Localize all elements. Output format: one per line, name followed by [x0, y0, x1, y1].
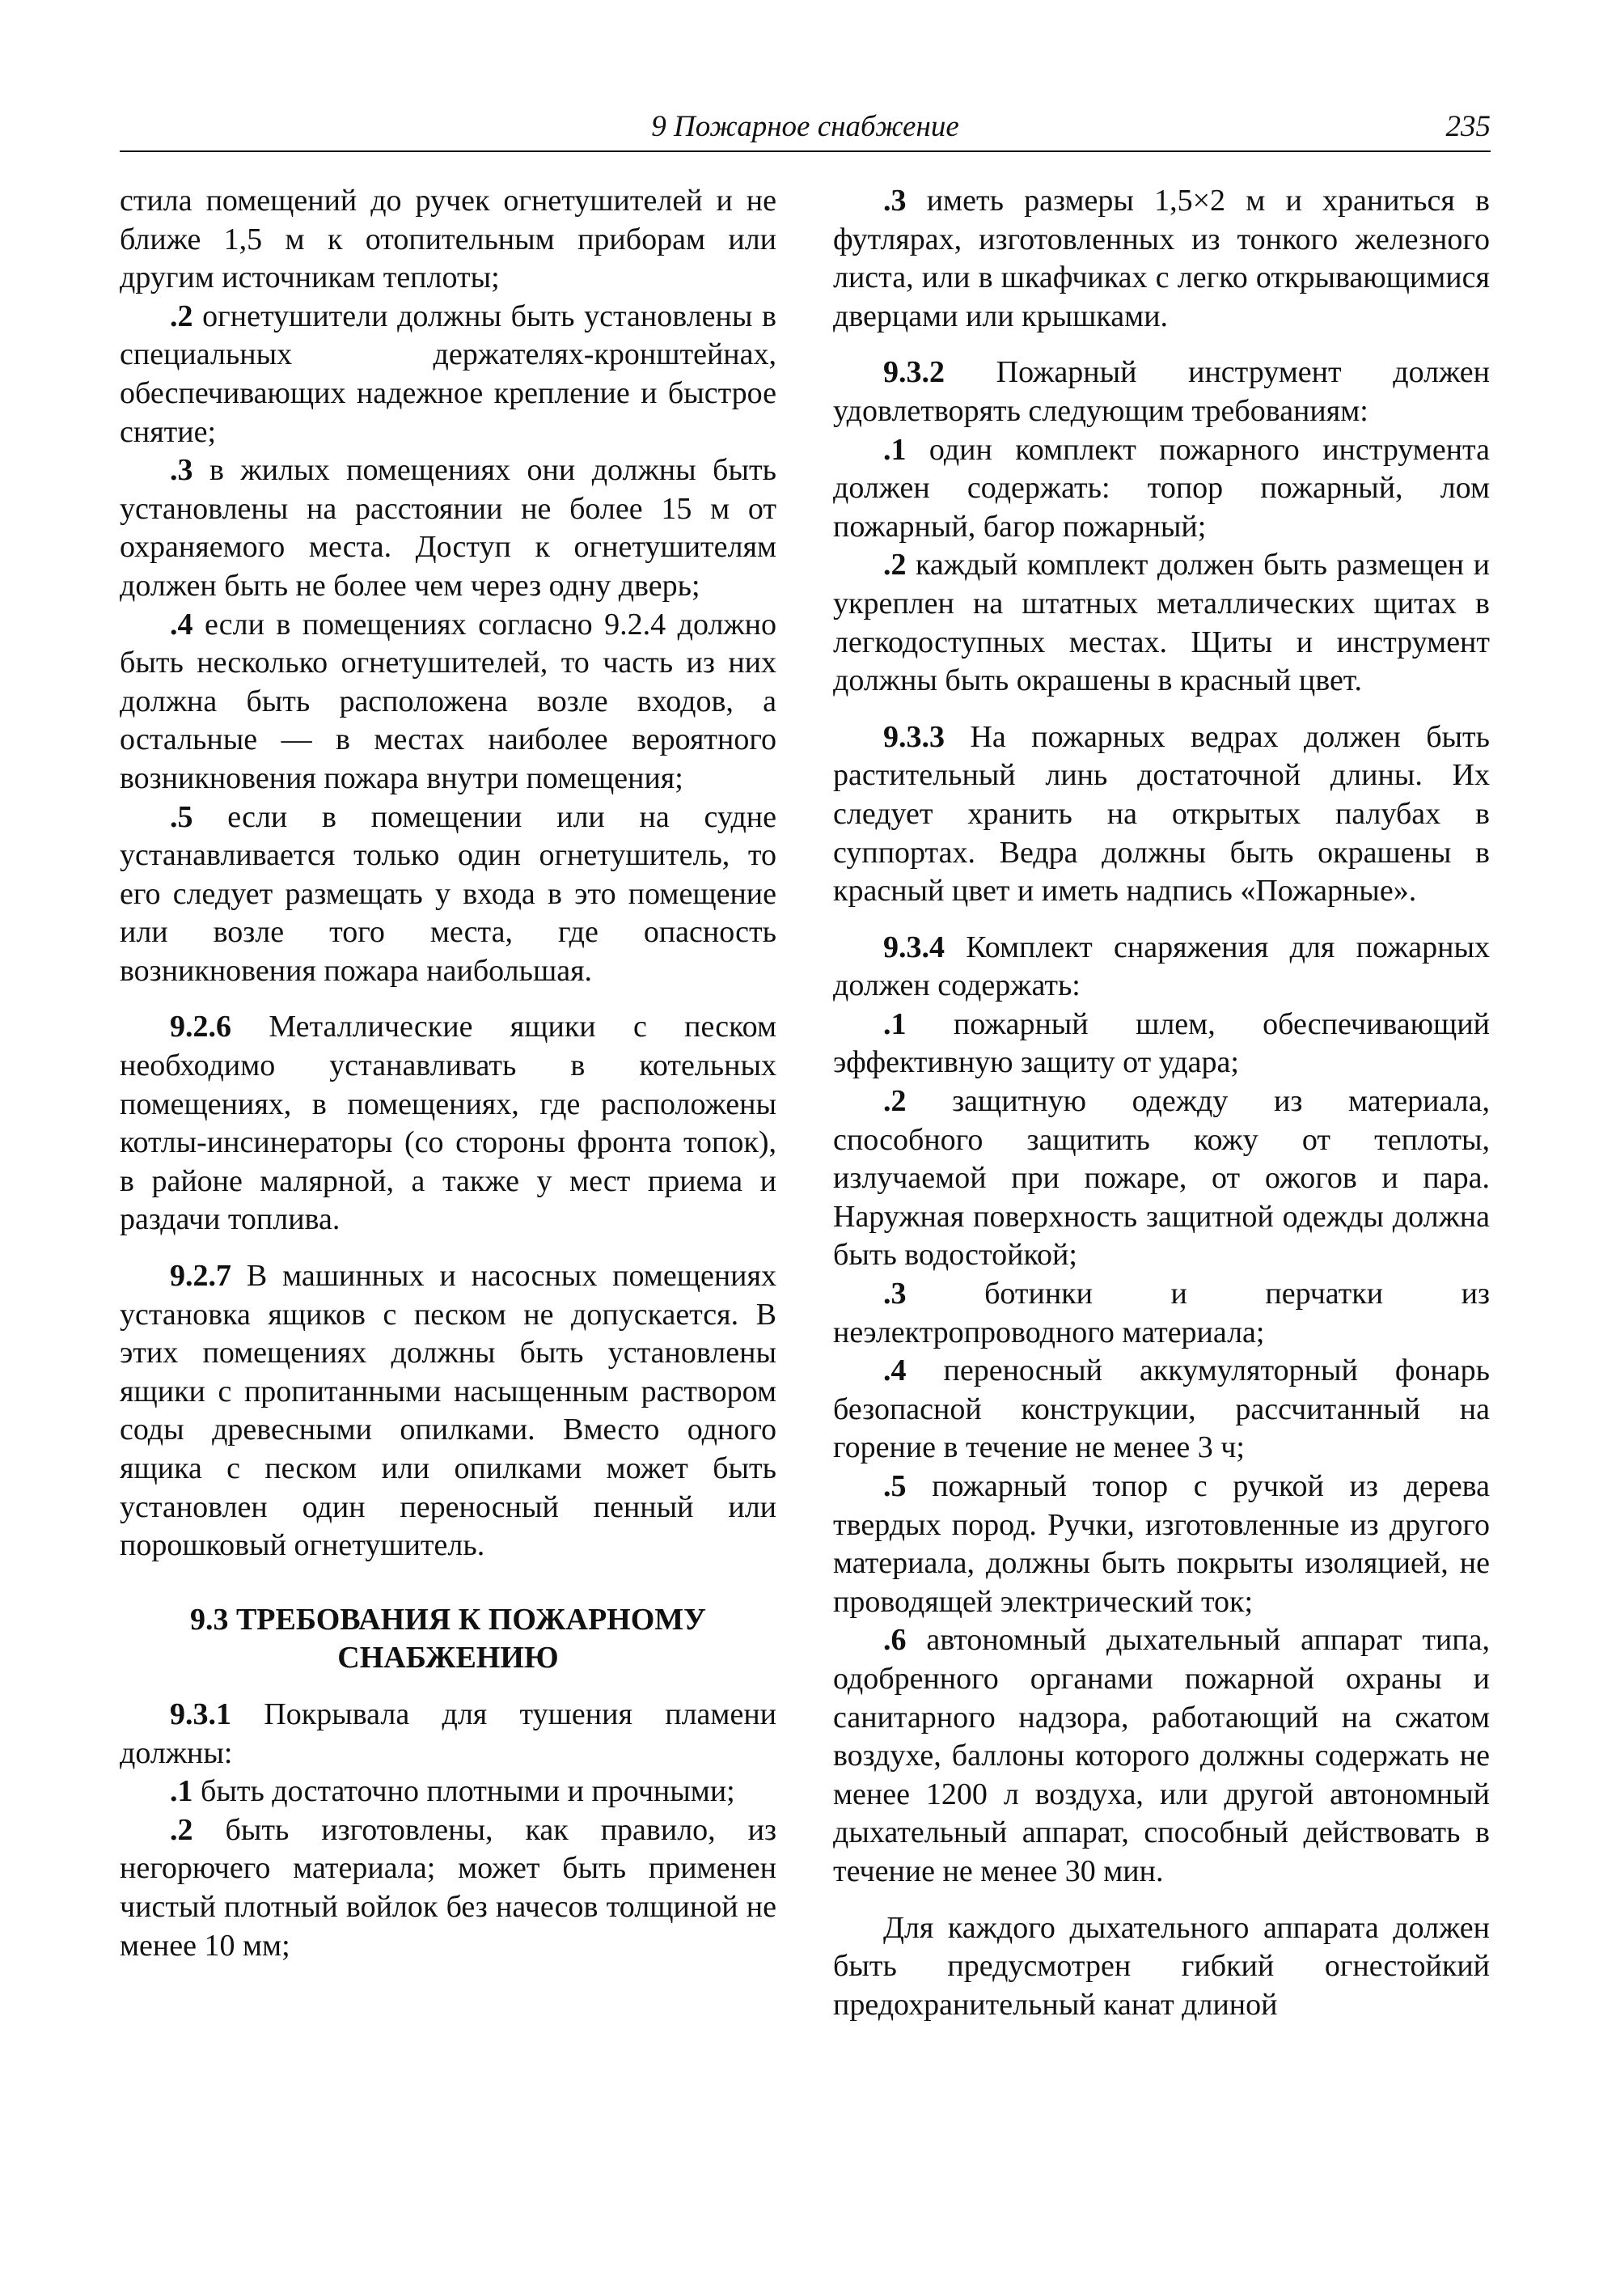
page-number: 235 — [1445, 110, 1491, 143]
clause-text: Комплект снаряжения для пожарных должен содержать: — [833, 930, 1490, 1003]
clause — [120, 1257, 776, 1565]
clause — [833, 718, 1490, 911]
paragraph — [120, 182, 776, 298]
list-item — [833, 1006, 1490, 1082]
item-text: защитную одежду из материала, способного защитить кожу от теплоты, излучаемой при пожаре, от ожогов и пара. Наружная поверхность защитной одежды должна быть водостойкой; — [833, 1084, 1490, 1273]
item-number: .3 — [883, 184, 907, 218]
clause-text: В машинных и насосных помещениях установка ящиков с песком не допускается. В этих помещениях должны быть установлены ящики с пропитанными насыщенным раствором соды древесными опилками. Вместо одного ящика с песком или опилками может быть установлен один переносный пенный или порошковый огнетушитель. — [120, 1259, 776, 1563]
list-item — [833, 1352, 1490, 1468]
item-number: .5 — [170, 799, 193, 834]
paragraph-text: Для каждого дыхательного аппарата должен быть предусмотрен гибкий огнестойкий предохранительный канат длиной — [833, 1910, 1490, 2022]
clause-text: Металлические ящики с песком необходимо устанавливать в котельных помещениях, в помещениях, где расположены котлы-инсинераторы (со стороны фронта топок), в районе малярной, а также у мест приема и раздачи топлива. — [120, 1010, 776, 1237]
item-text: иметь размеры 1,5×2 м и храниться в футлярах, изготовленных из тонкого железного листа, или в шкафчиках с легко открывающимися дверцами или крышками. — [833, 184, 1490, 333]
list-item — [833, 1621, 1490, 1891]
clause — [120, 1696, 776, 1773]
list-item — [833, 1082, 1490, 1275]
item-number: .4 — [170, 607, 193, 642]
item-number: .4 — [883, 1353, 907, 1388]
item-number: .1 — [170, 1774, 193, 1809]
item-number: .3 — [883, 1277, 907, 1311]
item-number: .2 — [170, 1812, 193, 1847]
clause-text: Пожарный инструмент должен удовлетворять следующим требованиям: — [833, 355, 1490, 428]
item-text: один комплект пожарного инструмента должен содержать: топор пожарный, лом пожарный, багор пожарный; — [833, 432, 1490, 544]
clause-text: Покрывала для тушения пламени должны: — [120, 1697, 776, 1770]
running-header — [120, 104, 1491, 152]
item-number: .2 — [883, 548, 907, 582]
item-number: .1 — [883, 432, 907, 467]
list-item — [120, 1773, 776, 1811]
clause — [120, 1008, 776, 1239]
clause-number: 9.3.4 — [883, 930, 945, 964]
clause-number: 9.2.7 — [170, 1259, 231, 1294]
clause-number: 9.3.1 — [170, 1697, 231, 1731]
clause-text: На пожарных ведрах должен быть растительный линь достаточной длины. Их следует хранить на открытых палубах в суппортах. Ведра должны быть окрашены в красный цвет и иметь надпись «Пожарные». — [833, 719, 1490, 909]
item-number: .3 — [170, 453, 193, 488]
list-item — [833, 182, 1490, 336]
clause — [833, 354, 1490, 430]
left-column — [120, 182, 776, 1965]
list-item — [833, 431, 1490, 547]
paragraph — [833, 1909, 1490, 2025]
list-item — [120, 799, 776, 991]
section-heading: 9.3 ТРЕБОВАНИЯ К ПОЖАРНОМУ СНАБЖЕНИЮ — [189, 1602, 707, 1675]
list-item — [120, 451, 776, 605]
item-number: .2 — [170, 299, 193, 333]
item-text: огнетушители должны быть установлены в специальных держателях-кронштейнах, обеспечивающих надежное крепление и быстрое снятие; — [120, 299, 776, 449]
item-text: если в помещениях согласно 9.2.4 должно быть несколько огнетушителей, то часть из них должна быть расположена возле входов, а остальные — в местах наиболее вероятного возникновения пожара внутри помещения; — [120, 607, 776, 795]
clause-number: 9.3.2 — [883, 355, 945, 390]
item-text: пожарный шлем, обеспечивающий эффективную защиту от удара; — [833, 1006, 1490, 1080]
item-text: в жилых помещениях они должны быть установлены на расстоянии не более 15 м от охраняемого места. Доступ к огнетушителям должен быть не более чем через одну дверь; — [120, 453, 776, 603]
list-item — [120, 298, 776, 451]
clause-number: 9.3.3 — [883, 719, 945, 754]
item-text: ботинки и перчатки из неэлектропроводного материала; — [833, 1277, 1490, 1349]
list-item — [833, 1275, 1490, 1352]
list-item — [120, 1811, 776, 1965]
paragraph-text: стила помещений до ручек огнетушителей и не ближе 1,5 м к отопительным приборам или другим источникам теплоты; — [120, 184, 776, 295]
item-text: каждый комплект должен быть размещен и укреплен на штатных металлических щитах в легкодоступных местах. Щиты и инструмент должны быть окрашены в красный цвет. — [833, 548, 1490, 698]
right-column — [833, 182, 1490, 2024]
item-number: .6 — [883, 1623, 907, 1658]
clause — [833, 929, 1490, 1006]
item-text: переносный аккумуляторный фонарь безопасной конструкции, рассчитанный на горение в течение не менее 3 ч; — [833, 1353, 1490, 1465]
item-text: быть достаточно плотными и прочными; — [192, 1774, 735, 1809]
item-text: пожарный топор с ручкой из дерева твердых пород. Ручки, изготовленные из другого материала, должны быть покрыты изоляцией, не проводящей электрический ток; — [833, 1469, 1490, 1619]
item-text: если в помещении или на судне устанавливается только один огнетушитель, то его следует размещать у входа в это помещение или возле того места, где опасность возникновения пожара наибольшая. — [120, 799, 776, 988]
chapter-title: 9 Пожарное снабжение — [651, 110, 959, 143]
item-number: .5 — [883, 1469, 907, 1503]
item-number: .2 — [883, 1084, 907, 1119]
list-item — [833, 546, 1490, 700]
list-item — [833, 1468, 1490, 1621]
item-text: автономный дыхательный аппарат типа, одобренного органами пожарной охраны и санитарного надзора, работающий на сжатом воздухе, баллоны которого должны содержать не менее 1200 л воздуха, или другой автономный дыхательный аппарат, способный действовать в течение не менее 30 мин. — [833, 1623, 1490, 1888]
list-item — [120, 606, 776, 799]
clause-number: 9.2.6 — [170, 1010, 231, 1044]
item-number: .1 — [883, 1006, 907, 1041]
item-text: быть изготовлены, как правило, из негорючего материала; может быть применен чистый плотный войлок без начесов толщиной не менее 10 мм; — [120, 1812, 776, 1963]
